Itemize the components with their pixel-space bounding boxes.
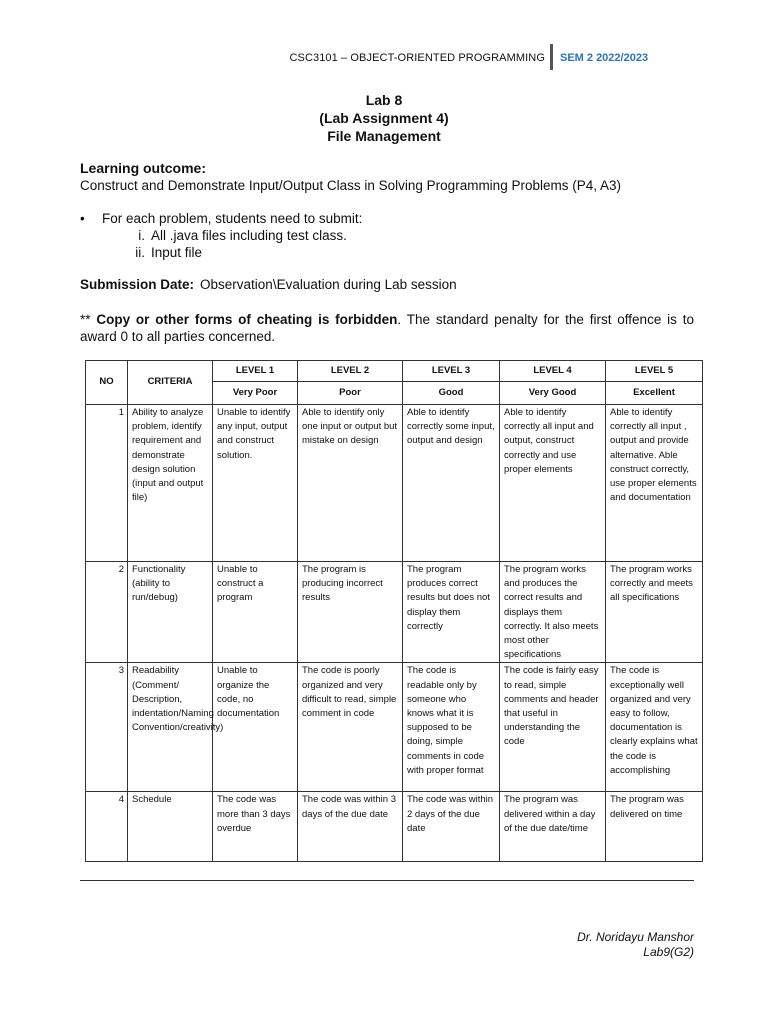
row-number: 2 <box>86 562 128 663</box>
level-name: Good <box>403 382 500 405</box>
criteria-cell: Ability to analyze problem, identify requirement and demonstrate design solution (input and output file) <box>128 405 213 562</box>
table-row <box>86 663 703 792</box>
table-row <box>86 792 703 862</box>
row-number: 3 <box>86 663 128 792</box>
level-cell: Able to identify correctly all input and output, construct correctly and use proper elements <box>500 405 606 562</box>
rubric-table <box>85 360 703 862</box>
level-cell: Able to identify correctly some input, output and design <box>403 405 500 562</box>
lab-label: Lab9(G2) <box>643 945 694 959</box>
table-row <box>86 562 703 663</box>
level-cell: The code was more than 3 days overdue <box>213 792 298 862</box>
level-cell: The code is poorly organized and very difficult to read, simple comment in code <box>298 663 403 792</box>
level-cell: Unable to organize the code, no documentation <box>213 663 298 792</box>
page-footer <box>577 930 694 960</box>
submission-date-value: Observation\Evaluation during Lab session <box>200 277 457 292</box>
title-line-3: File Management <box>327 128 441 144</box>
title-line-1: Lab 8 <box>365 92 403 108</box>
criteria-cell: Functionality (ability to run/debug) <box>128 562 213 663</box>
level-cell: Unable to construct a program <box>213 562 298 663</box>
no-header: NO <box>86 361 128 405</box>
submit-bullet-text: For each problem, students need to submit: <box>102 211 363 226</box>
level-cell: The code was within 2 days of the due date <box>403 792 500 862</box>
submission-date <box>80 277 457 292</box>
row-number: 1 <box>86 405 128 562</box>
level-cell: The code is fairly easy to read, simple comments and header that useful in understanding the code <box>500 663 606 792</box>
semester-label: SEM 2 2022/2023 <box>560 52 649 64</box>
page-header <box>0 44 768 72</box>
bullet-icon: • <box>80 211 85 226</box>
level-header: LEVEL 4 <box>500 361 606 382</box>
level-header: LEVEL 3 <box>403 361 500 382</box>
level-cell: The program was delivered on time <box>606 792 703 862</box>
submit-item-number: i. <box>138 228 145 243</box>
row-number: 4 <box>86 792 128 862</box>
submit-item-text: All .java files including test class. <box>151 228 347 243</box>
cheating-prefix: ** <box>80 312 97 327</box>
table-row <box>86 405 703 562</box>
level-name: Very Good <box>500 382 606 405</box>
level-header: LEVEL 2 <box>298 361 403 382</box>
level-cell: The program is producing incorrect results <box>298 562 403 663</box>
document-title <box>0 91 768 145</box>
level-name: Very Poor <box>213 382 298 405</box>
submit-item <box>123 228 347 243</box>
author-name: Dr. Noridayu Manshor <box>577 930 694 944</box>
rubric-level-row <box>86 361 703 382</box>
footer-divider <box>80 880 694 881</box>
level-name: Poor <box>298 382 403 405</box>
cheating-rest: . The standard penalty for the first offence is to award 0 to all parties concerned. <box>80 312 694 344</box>
level-cell: The code is exceptionally well organized and very easy to follow, documentation is clearly explains what the code is accomplishing <box>606 663 703 792</box>
criteria-header: CRITERIA <box>128 361 213 405</box>
level-header: LEVEL 1 <box>213 361 298 382</box>
cheating-bold: Copy or other forms of cheating is forbidden <box>96 312 398 327</box>
submit-item-text: Input file <box>151 245 203 260</box>
learning-outcome-text: Construct and Demonstrate Input/Output Class in Solving Programming Problems (P4, A3) <box>80 178 621 193</box>
level-cell: The program was delivered within a day of the due date/time <box>500 792 606 862</box>
level-cell: The code was within 3 days of the due date <box>298 792 403 862</box>
title-line-2: (Lab Assignment 4) <box>319 110 449 126</box>
header-divider <box>550 44 553 70</box>
level-cell: The program works and produces the correct results and displays them correctly. It also meets most other specifications <box>500 562 606 663</box>
level-cell: The program produces correct results but does not display them correctly <box>403 562 500 663</box>
level-cell: Able to identify correctly all input , output and provide alternative. Able construct correctly, use proper elements and documentation <box>606 405 703 562</box>
level-cell: Unable to identify any input, output and construct solution. <box>213 405 298 562</box>
submit-item <box>123 245 202 260</box>
cheating-notice <box>80 311 694 345</box>
level-cell: Able to identify only one input or output but mistake on design <box>298 405 403 562</box>
level-name: Excellent <box>606 382 703 405</box>
course-title: CSC3101 – OBJECT-ORIENTED PROGRAMMING <box>289 52 545 64</box>
submit-item-number: ii. <box>135 245 145 260</box>
submission-date-label: Submission Date: <box>80 277 195 292</box>
criteria-cell: Readability (Comment/ Description, indentation/Naming Convention/creativity) <box>128 663 213 792</box>
level-cell: The code is readable only by someone who knows what it is supposed to be doing, simple comments in code with proper format <box>403 663 500 792</box>
criteria-cell: Schedule <box>128 792 213 862</box>
level-header: LEVEL 5 <box>606 361 703 382</box>
level-cell: The program works correctly and meets all specifications <box>606 562 703 663</box>
learning-outcome-heading: Learning outcome: <box>80 160 207 176</box>
